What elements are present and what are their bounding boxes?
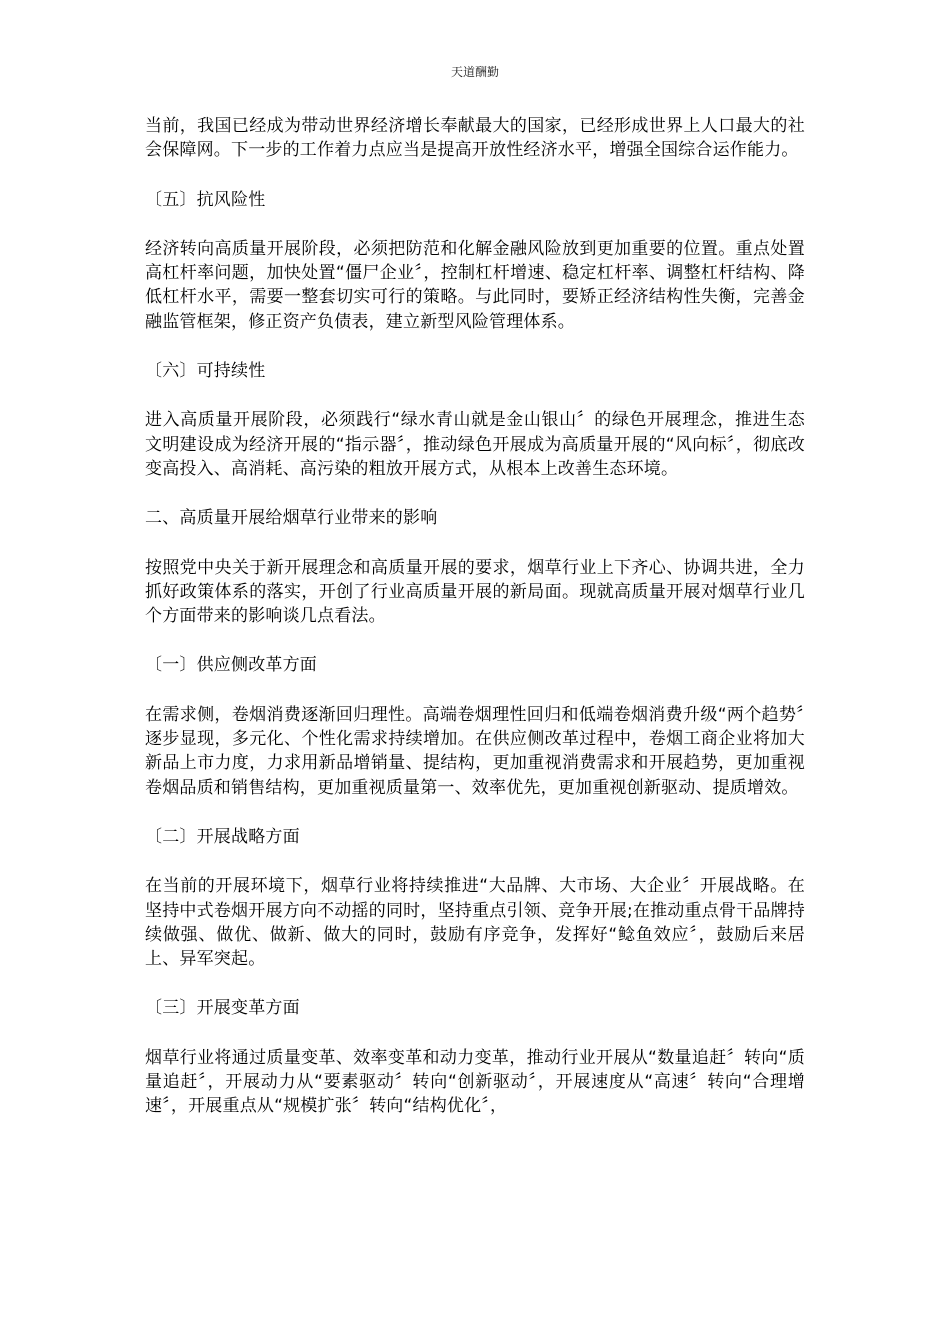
paragraph: 在当前的开展环境下，烟草行业将持续推进“大品牌、大市场、大企业〞开展战略。在坚持中式卷烟开展方向不动摇的同时，坚持重点引领、竞争开展;在推动重点骨干品牌持续做强、做优、做新、做大的同时，鼓励有序竞争，发挥好“鲶鱼效应〞，鼓励后来居上、异军突起。 xyxy=(145,876,805,970)
section-heading: 〔六〕可持续性 xyxy=(145,361,266,382)
paragraph: 进入高质量开展阶段，必须践行“绿水青山就是金山银山〞的绿色开展理念，推进生态文明建设成为经济开展的“指示器〞，推动绿色开展成为高质量开展的“风向标〞，彻底改变高投入、高消耗、高污染的粗放开展方式，从根本上改善生态环境。 xyxy=(145,410,805,479)
section-heading: 〔一〕供应侧改革方面 xyxy=(145,655,317,676)
paragraph: 当前，我国已经成为带动世界经济增长奉献最大的国家，已经形成世界上人口最大的社会保障网。下一步的工作着力点应当是提高开放性经济水平，增强全国综合运作能力。 xyxy=(145,116,805,161)
section-heading: 〔二〕开展战略方面 xyxy=(145,826,300,847)
paragraph: 烟草行业将通过质量变革、效率变革和动力变革，推动行业开展从“数量追赶〞转向“质量追赶〞，开展动力从“要素驱动〞转向“创新驱动〞，开展速度从“高速〞转向“合理增速〞，开展重点从“规模扩张〞转向“结构优化〞， xyxy=(145,1047,805,1117)
paragraph: 经济转向高质量开展阶段，必须把防范和化解金融风险放到更加重要的位置。重点处置高杠杆率问题，加快处置“僵尸企业〞，控制杠杆增速、稳定杠杆率、调整杠杆结构、降低杠杆水平，需要一整套切实可行的策略。与此同时，要矫正经济结构性失衡，完善金融监管框架，修正资产负债表，建立新型风险管理体系。 xyxy=(145,238,805,332)
section-heading: 〔三〕开展变革方面 xyxy=(145,998,300,1019)
page-header: 天道酬勤 xyxy=(450,65,499,79)
paragraph: 按照党中央关于新开展理念和高质量开展的要求，烟草行业上下齐心、协调共进，全力抓好政策体系的落实，开创了行业高质量开展的新局面。现就高质量开展对烟草行业几个方面带来的影响谈几点看法。 xyxy=(145,557,805,627)
section-heading: 二、高质量开展给烟草行业带来的影响 xyxy=(145,508,438,529)
section-heading: 〔五〕抗风险性 xyxy=(145,189,266,210)
paragraph: 在需求侧，卷烟消费逐渐回归理性。高端卷烟理性回归和低端卷烟消费升级“两个趋势〞逐步显现，多元化、个性化需求持续增加。在供应侧改革过程中，卷烟工商企业将加大新品上市力度，力求用新品增销量、提结构，更加重视消费需求和开展趋势，更加重视卷烟品质和销售结构，更加重视质量第一、效率优先，更加重视创新驱动、提质增效。 xyxy=(145,704,805,798)
document-body xyxy=(145,114,805,1144)
